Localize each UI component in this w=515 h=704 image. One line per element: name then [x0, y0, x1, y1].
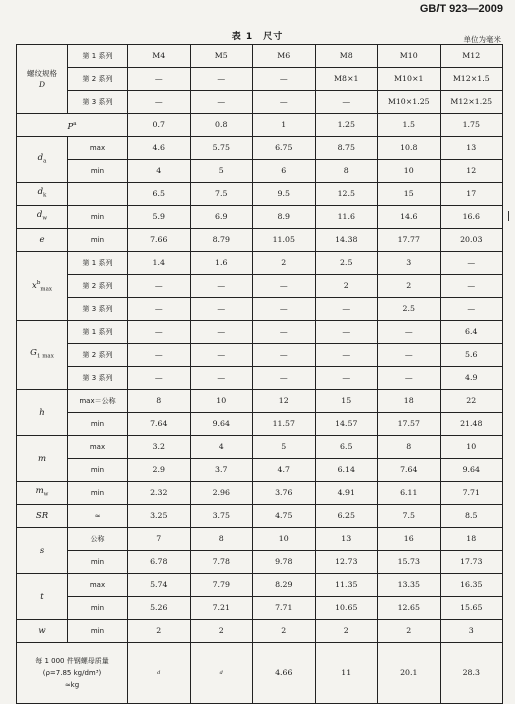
value-cell: 28.3	[440, 643, 503, 704]
value-cell: 2	[378, 620, 441, 643]
h-symbol: h	[39, 407, 45, 418]
value-cell: —	[190, 91, 253, 114]
pitch-row	[17, 114, 503, 137]
value-cell: 18	[440, 528, 503, 551]
w-row	[17, 620, 503, 643]
value-cell: —	[315, 344, 378, 367]
row-label: min	[68, 229, 128, 252]
value-cell: 18	[378, 390, 441, 413]
value-cell: 7	[128, 528, 191, 551]
value-cell: M10	[378, 45, 441, 68]
value-cell: 4	[128, 160, 191, 183]
value-cell: 11.57	[253, 413, 316, 436]
value-cell: 8.75	[315, 137, 378, 160]
value-cell: 2	[253, 620, 316, 643]
value-cell: 2	[378, 275, 441, 298]
value-cell: 2	[315, 620, 378, 643]
row-label: max	[68, 137, 128, 160]
value-cell: 7.66	[128, 229, 191, 252]
value-cell: 7.64	[128, 413, 191, 436]
value-cell: 6.25	[315, 505, 378, 528]
value-cell: 7.64	[378, 459, 441, 482]
value-cell: 5	[190, 160, 253, 183]
t-symbol-cell	[17, 574, 68, 620]
row-label: max	[68, 436, 128, 459]
sr-row	[17, 505, 503, 528]
value-cell: 4.9	[440, 367, 503, 390]
value-cell: 6.9	[190, 206, 253, 229]
value-cell: 2	[190, 620, 253, 643]
value-cell: M5	[190, 45, 253, 68]
s-row	[17, 551, 503, 574]
value-cell: 6.5	[315, 436, 378, 459]
row-label: 第 3 系列	[68, 298, 128, 321]
value-cell: 8	[378, 436, 441, 459]
value-cell: 0.8	[190, 114, 253, 137]
value-cell: 2.5	[378, 298, 441, 321]
mass-label-cell	[17, 643, 128, 704]
value-cell: 4	[190, 436, 253, 459]
value-cell: 5.26	[128, 597, 191, 620]
value-cell: 6.5	[128, 183, 191, 206]
value-cell: 7.79	[190, 574, 253, 597]
value-cell: 4.75	[253, 505, 316, 528]
value-cell: 22	[440, 390, 503, 413]
value-cell: 7.5	[190, 183, 253, 206]
value-cell: 17.73	[440, 551, 503, 574]
value-cell: 2.9	[128, 459, 191, 482]
value-cell: —	[253, 367, 316, 390]
value-cell: 2.32	[128, 482, 191, 505]
value-cell: 5.74	[128, 574, 191, 597]
value-cell: 8	[190, 528, 253, 551]
value-cell: 7.21	[190, 597, 253, 620]
value-cell: —	[253, 275, 316, 298]
value-cell: —	[128, 344, 191, 367]
s-symbol-cell	[17, 528, 68, 574]
value-cell: 10	[253, 528, 316, 551]
g1-symbol-cell	[17, 321, 68, 390]
value-cell: 5.9	[128, 206, 191, 229]
da-subscript: a	[43, 158, 47, 165]
series-label: 第 1 系列	[68, 45, 128, 68]
mass-label-line1: 每 1 000 件钢螺母质量	[35, 657, 109, 665]
value-cell: —	[440, 275, 503, 298]
value-cell: 1	[253, 114, 316, 137]
value-cell: 17	[440, 183, 503, 206]
value-cell: 14.6	[378, 206, 441, 229]
value-cell: 1.6	[190, 252, 253, 275]
value-cell: 1.5	[378, 114, 441, 137]
dw-symbol: d	[36, 210, 43, 221]
row-label: max	[68, 574, 128, 597]
value-cell: 13	[440, 137, 503, 160]
g1-symbol: G	[30, 348, 37, 359]
thread-symbol: D	[38, 80, 45, 89]
value-cell: 9.64	[190, 413, 253, 436]
value-cell: M12×1.5	[440, 68, 503, 91]
pitch-symbol-cell	[17, 114, 128, 137]
value-cell: 8	[128, 390, 191, 413]
da-row	[17, 160, 503, 183]
row-label: min	[68, 413, 128, 436]
value-cell: 15	[378, 183, 441, 206]
g1-row	[17, 344, 503, 367]
value-cell: —	[378, 367, 441, 390]
sr-symbol-cell	[17, 505, 68, 528]
value-cell: 5.6	[440, 344, 503, 367]
e-symbol-cell	[17, 229, 68, 252]
value-cell: 12	[440, 160, 503, 183]
m-row	[17, 459, 503, 482]
value-cell: 8.9	[253, 206, 316, 229]
dk-symbol: d	[37, 187, 44, 198]
value-cell: 12	[253, 390, 316, 413]
value-cell: M6	[253, 45, 316, 68]
value-cell: 10	[440, 436, 503, 459]
value-cell: M8	[315, 45, 378, 68]
row-label: 公称	[68, 528, 128, 551]
value-cell: 3.76	[253, 482, 316, 505]
value-cell: 17.57	[378, 413, 441, 436]
value-cell: 4.91	[315, 482, 378, 505]
value-cell: M10×1	[378, 68, 441, 91]
value-cell: 3	[378, 252, 441, 275]
value-cell: 3	[440, 620, 503, 643]
dimensions-table	[16, 44, 503, 704]
row-label: max＝公称	[68, 390, 128, 413]
h-symbol-cell	[17, 390, 68, 436]
value-cell: 13.35	[378, 574, 441, 597]
x-row	[17, 298, 503, 321]
m-row	[17, 436, 503, 459]
g1-row	[17, 321, 503, 344]
value-cell: 10	[378, 160, 441, 183]
pitch-symbol: P	[67, 121, 74, 132]
value-cell: —	[253, 298, 316, 321]
value-cell: 6.78	[128, 551, 191, 574]
x-symbol-cell	[17, 252, 68, 321]
value-cell: 11.35	[315, 574, 378, 597]
dw-subscript: w	[42, 215, 48, 222]
value-cell: 8.5	[440, 505, 503, 528]
value-cell: 3.25	[128, 505, 191, 528]
value-cell: M8×1	[315, 68, 378, 91]
value-cell: 5.75	[190, 137, 253, 160]
value-cell: —	[315, 91, 378, 114]
dk-subscript: k	[43, 192, 47, 199]
value-cell: 6	[253, 160, 316, 183]
x-symbol: x	[32, 280, 37, 291]
value-cell: M12×1.25	[440, 91, 503, 114]
value-cell: —	[190, 68, 253, 91]
value-cell: —	[190, 367, 253, 390]
x-superscript: b	[36, 279, 41, 286]
value-cell: 1.25	[315, 114, 378, 137]
row-label: min	[68, 206, 128, 229]
value-cell: 3.2	[128, 436, 191, 459]
value-cell: —	[315, 298, 378, 321]
value-cell: 6.4	[440, 321, 503, 344]
value-cell: 6.75	[253, 137, 316, 160]
value-cell: —	[190, 321, 253, 344]
w-symbol-cell	[17, 620, 68, 643]
value-cell: —	[253, 321, 316, 344]
value-cell: 9.5	[253, 183, 316, 206]
value-cell: 4.7	[253, 459, 316, 482]
pitch-note-marker: a	[73, 120, 77, 127]
mass-label-line2: (ρ=7.85 kg/dm³)	[42, 669, 102, 677]
value-cell: —	[128, 367, 191, 390]
value-cell: 1.75	[440, 114, 503, 137]
value-cell: 9.64	[440, 459, 503, 482]
row-label: 第 2 系列	[68, 344, 128, 367]
value-cell: 21.48	[440, 413, 503, 436]
value-cell: —	[378, 321, 441, 344]
value-cell: 15.73	[378, 551, 441, 574]
x-row	[17, 252, 503, 275]
g1-row	[17, 367, 503, 390]
value-cell: 7.71	[440, 482, 503, 505]
mass-label-line3: ≈kg	[64, 681, 80, 689]
row-label: min	[68, 620, 128, 643]
value-cell: 17.77	[378, 229, 441, 252]
value-cell: 14.38	[315, 229, 378, 252]
value-cell: 15.65	[440, 597, 503, 620]
s-symbol: s	[39, 545, 45, 556]
da-symbol-cell	[17, 137, 68, 183]
value-cell: —	[128, 91, 191, 114]
dk-row	[17, 183, 503, 206]
value-cell: 10	[190, 390, 253, 413]
value-cell: 7.5	[378, 505, 441, 528]
value-cell: 10.65	[315, 597, 378, 620]
value-cell: 14.57	[315, 413, 378, 436]
mw-symbol: m	[35, 486, 44, 497]
value-cell: 16	[378, 528, 441, 551]
value-cell: 11	[315, 643, 378, 704]
row-label	[68, 183, 128, 206]
value-cell: 11.6	[315, 206, 378, 229]
value-cell: 6.14	[315, 459, 378, 482]
value-cell: 9.78	[253, 551, 316, 574]
row-label: 第 2 系列	[68, 275, 128, 298]
t-row	[17, 574, 503, 597]
value-cell: —	[128, 321, 191, 344]
m-symbol-cell	[17, 436, 68, 482]
value-cell: 16.35	[440, 574, 503, 597]
value-cell: 2.5	[315, 252, 378, 275]
thread-label: 螺纹规格	[27, 69, 57, 78]
mass-row	[17, 643, 503, 704]
sr-symbol: SR	[35, 511, 49, 521]
value-cell: M12	[440, 45, 503, 68]
row-label: ≈	[68, 505, 128, 528]
m-symbol: m	[37, 453, 47, 464]
table-caption: 表 1 尺寸	[231, 32, 284, 42]
mw-row	[17, 482, 503, 505]
h-row	[17, 413, 503, 436]
da-row	[17, 137, 503, 160]
unit-note: 单位为毫米	[463, 35, 501, 44]
row-label: 第 1 系列	[68, 252, 128, 275]
row-label: min	[68, 551, 128, 574]
value-cell: —	[253, 68, 316, 91]
series-label: 第 3 系列	[68, 91, 128, 114]
value-cell: 20.03	[440, 229, 503, 252]
thread-row	[17, 45, 503, 68]
value-cell: 8.79	[190, 229, 253, 252]
value-cell: 0.7	[128, 114, 191, 137]
da-symbol: d	[37, 152, 44, 163]
value-cell: 8	[315, 160, 378, 183]
w-symbol: w	[38, 626, 46, 636]
value-cell: 4.6	[128, 137, 191, 160]
dw-symbol-cell	[17, 206, 68, 229]
value-cell: 2	[128, 620, 191, 643]
value-cell: 15	[315, 390, 378, 413]
value-cell: 1.4	[128, 252, 191, 275]
value-cell: M10×1.25	[378, 91, 441, 114]
value-cell: d	[128, 643, 191, 704]
row-label: min	[68, 482, 128, 505]
row-label: min	[68, 597, 128, 620]
row-label: 第 3 系列	[68, 367, 128, 390]
value-cell: —	[190, 298, 253, 321]
row-label: min	[68, 160, 128, 183]
value-cell: —	[128, 298, 191, 321]
value-cell: —	[190, 275, 253, 298]
value-cell: d	[190, 643, 253, 704]
value-cell: 13	[315, 528, 378, 551]
value-cell: 7.78	[190, 551, 253, 574]
value-cell: 5	[253, 436, 316, 459]
x-subscript: max	[40, 286, 52, 293]
e-row	[17, 229, 503, 252]
value-cell: 11.05	[253, 229, 316, 252]
value-cell: 3.75	[190, 505, 253, 528]
t-symbol: t	[40, 591, 44, 602]
value-cell: 4.66	[253, 643, 316, 704]
value-cell: 7.71	[253, 597, 316, 620]
value-cell: M4	[128, 45, 191, 68]
row-label: min	[68, 459, 128, 482]
value-cell: 8.29	[253, 574, 316, 597]
thread-row	[17, 68, 503, 91]
value-cell: —	[315, 321, 378, 344]
value-cell: 2	[253, 252, 316, 275]
value-cell: —	[128, 275, 191, 298]
row-label: 第 1 系列	[68, 321, 128, 344]
thread-label-cell	[17, 45, 68, 114]
value-cell: —	[190, 344, 253, 367]
e-symbol: e	[39, 235, 45, 245]
h-row	[17, 390, 503, 413]
value-cell: 2	[315, 275, 378, 298]
value-cell: —	[440, 252, 503, 275]
value-cell: —	[253, 344, 316, 367]
thread-row	[17, 91, 503, 114]
page-edge-mark	[508, 211, 513, 221]
dk-symbol-cell	[17, 183, 68, 206]
value-cell: —	[440, 298, 503, 321]
g1-subscript: 1 max	[36, 353, 54, 360]
t-row	[17, 597, 503, 620]
value-cell: 20.1	[378, 643, 441, 704]
standard-number: GB/T 923—2009	[419, 3, 503, 15]
value-cell: 6.11	[378, 482, 441, 505]
value-cell: 12.73	[315, 551, 378, 574]
mw-subscript: w	[43, 491, 49, 498]
dw-row	[17, 206, 503, 229]
value-cell: 16.6	[440, 206, 503, 229]
value-cell: —	[253, 91, 316, 114]
x-row	[17, 275, 503, 298]
value-cell: 10.8	[378, 137, 441, 160]
value-cell: —	[378, 344, 441, 367]
value-cell: 2.96	[190, 482, 253, 505]
value-cell: 12.65	[378, 597, 441, 620]
series-label: 第 2 系列	[68, 68, 128, 91]
s-row	[17, 528, 503, 551]
value-cell: —	[315, 367, 378, 390]
value-cell: 3.7	[190, 459, 253, 482]
mw-symbol-cell	[17, 482, 68, 505]
value-cell: 12.5	[315, 183, 378, 206]
value-cell: —	[128, 68, 191, 91]
